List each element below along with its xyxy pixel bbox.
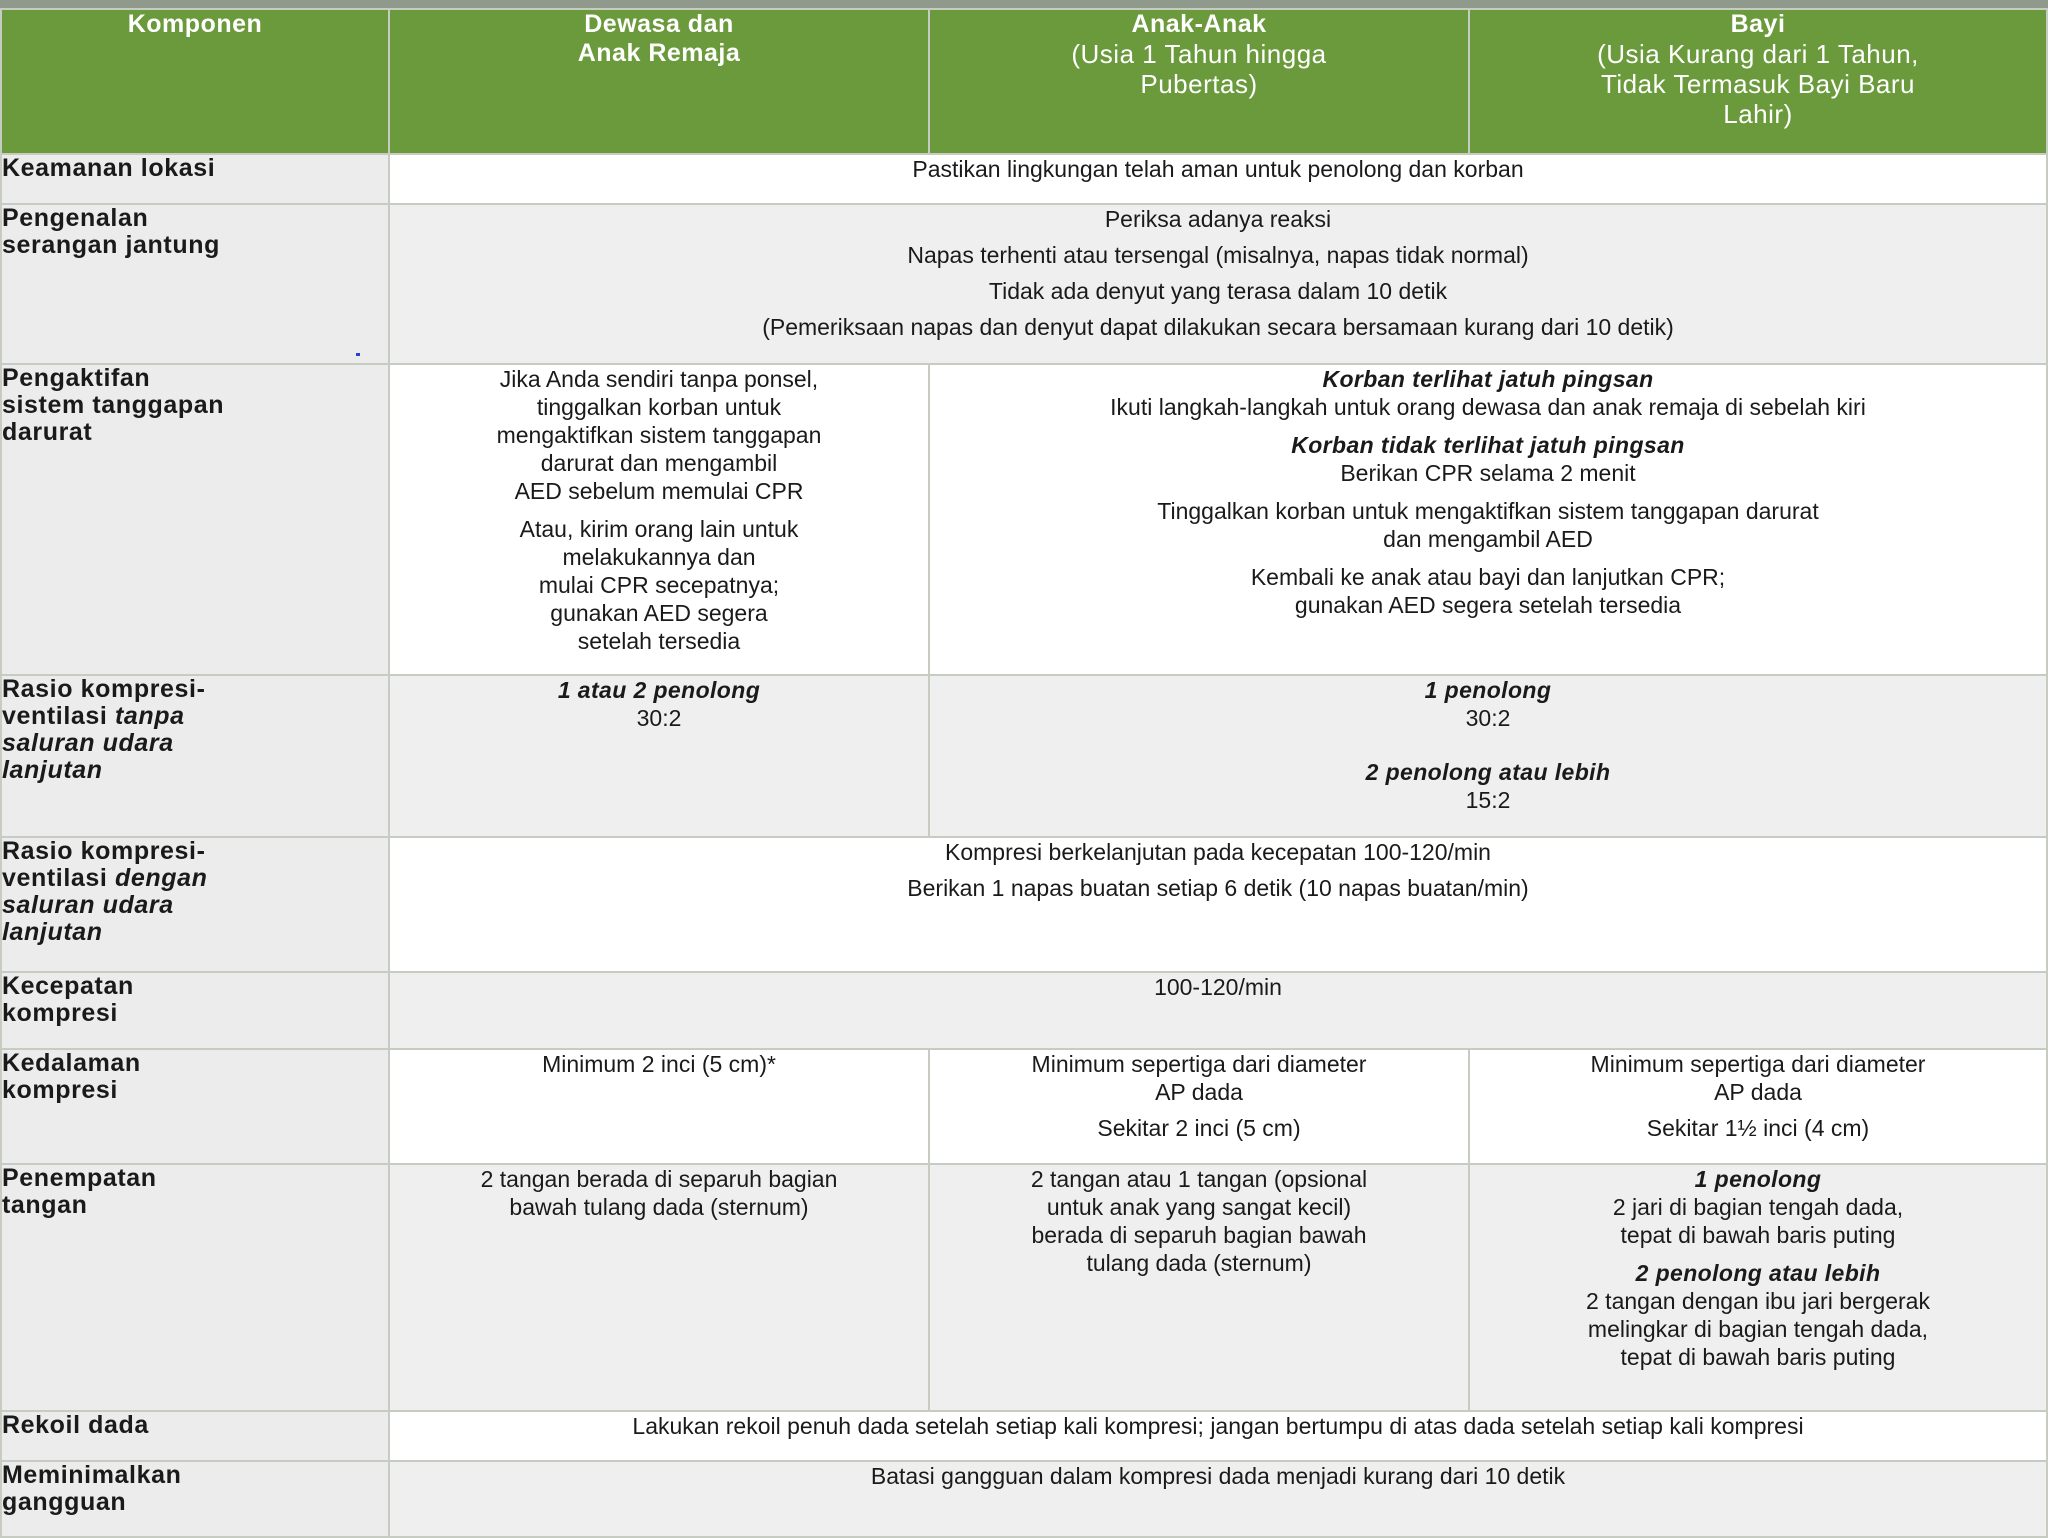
cpr-comparison-table bbox=[0, 8, 2048, 1538]
header-anak: Anak-Anak (Usia 1 Tahun hingga Pubertas) bbox=[929, 9, 1469, 154]
row-value: Lakukan rekoil penuh dada setelah setiap kali kompresi; jangan bertumpu di atas dada setelah setiap kali kompresi bbox=[389, 1411, 2047, 1461]
row-label: Kecepatan kompresi bbox=[1, 972, 389, 1049]
row-value: 100-120/min bbox=[389, 972, 2047, 1049]
row-label: Kedalaman kompresi bbox=[1, 1049, 389, 1164]
row-pengaktifan bbox=[1, 364, 2047, 675]
row-pengenalan bbox=[1, 204, 2047, 364]
row-label: Rekoil dada bbox=[1, 1411, 389, 1461]
row-label: Keamanan lokasi bbox=[1, 154, 389, 204]
row-kedalaman bbox=[1, 1049, 2047, 1164]
row-label: Pengaktifan sistem tanggapan darurat bbox=[1, 364, 389, 675]
cell-bayi: 1 penolong 2 jari di bagian tengah dada, tepat di bawah baris puting 2 penolong atau lebih 2 tangan dengan ibu jari bergerak melingkar di bagian tengah dada, tepat di bawah baris puting bbox=[1469, 1164, 2047, 1411]
header-komponen: Komponen bbox=[1, 9, 389, 154]
row-label: Penempatan tangan bbox=[1, 1164, 389, 1411]
cell-dewasa: 1 atau 2 penolong 30:2 bbox=[389, 675, 929, 837]
row-value: Periksa adanya reaksi Napas terhenti atau tersengal (misalnya, napas tidak normal) Tidak ada denyut yang terasa dalam 10 detik (Pemeriksaan napas dan denyut dapat dilakukan secara bersamaan kurang dari 10 detik) bbox=[389, 204, 2047, 364]
row-minimal bbox=[1, 1461, 2047, 1537]
row-label: Rasio kompresi- ventilasi tanpa saluran udara lanjutan bbox=[1, 675, 389, 837]
row-value: Pastikan lingkungan telah aman untuk penolong dan korban bbox=[389, 154, 2047, 204]
row-label: Rasio kompresi- ventilasi dengan saluran udara lanjutan bbox=[1, 837, 389, 972]
cell-anak: Minimum sepertiga dari diameter AP dada Sekitar 2 inci (5 cm) bbox=[929, 1049, 1469, 1164]
cell-dewasa: Jika Anda sendiri tanpa ponsel, tinggalkan korban untuk mengaktifkan sistem tanggapan darurat dan mengambil AED sebelum memulai CPR Atau, kirim orang lain untuk melakukannya dan mulai CPR secepatnya; gunakan AED segera setelah tersedia bbox=[389, 364, 929, 675]
cell-anak-bayi: 1 penolong 30:2 2 penolong atau lebih 15:2 bbox=[929, 675, 2047, 837]
header-row bbox=[1, 9, 2047, 154]
row-penempatan bbox=[1, 1164, 2047, 1411]
cell-dewasa: 2 tangan berada di separuh bagian bawah tulang dada (sternum) bbox=[389, 1164, 929, 1411]
row-kecepatan bbox=[1, 972, 2047, 1049]
cell-anak: 2 tangan atau 1 tangan (opsional untuk anak yang sangat kecil) berada di separuh bagian bawah tulang dada (sternum) bbox=[929, 1164, 1469, 1411]
row-rekoil bbox=[1, 1411, 2047, 1461]
row-value: Batasi gangguan dalam kompresi dada menjadi kurang dari 10 detik bbox=[389, 1461, 2047, 1537]
row-value: Kompresi berkelanjutan pada kecepatan 100-120/min Berikan 1 napas buatan setiap 6 detik (10 napas buatan/min) bbox=[389, 837, 2047, 972]
header-bayi: Bayi (Usia Kurang dari 1 Tahun, Tidak Termasuk Bayi Baru Lahir) bbox=[1469, 9, 2047, 154]
cell-dewasa: Minimum 2 inci (5 cm)* bbox=[389, 1049, 929, 1164]
header-dewasa: Dewasa dan Anak Remaja bbox=[389, 9, 929, 154]
row-keamanan bbox=[1, 154, 2047, 204]
row-rasio-dengan bbox=[1, 837, 2047, 972]
row-label: Meminimalkan gangguan bbox=[1, 1461, 389, 1537]
blue-dot-mark bbox=[356, 353, 360, 356]
cell-anak-bayi: Korban terlihat jatuh pingsan Ikuti langkah-langkah untuk orang dewasa dan anak remaja di sebelah kiri Korban tidak terlihat jatuh pingsan Berikan CPR selama 2 menit Tinggalkan korban untuk mengaktifkan sistem tanggapan darurat dan mengambil AED Kembali ke anak atau bayi dan lanjutkan CPR; gunakan AED segera setelah tersedia bbox=[929, 364, 2047, 675]
row-label: Pengenalan serangan jantung bbox=[1, 204, 389, 364]
cell-bayi: Minimum sepertiga dari diameter AP dada Sekitar 1½ inci (4 cm) bbox=[1469, 1049, 2047, 1164]
row-rasio-tanpa bbox=[1, 675, 2047, 837]
